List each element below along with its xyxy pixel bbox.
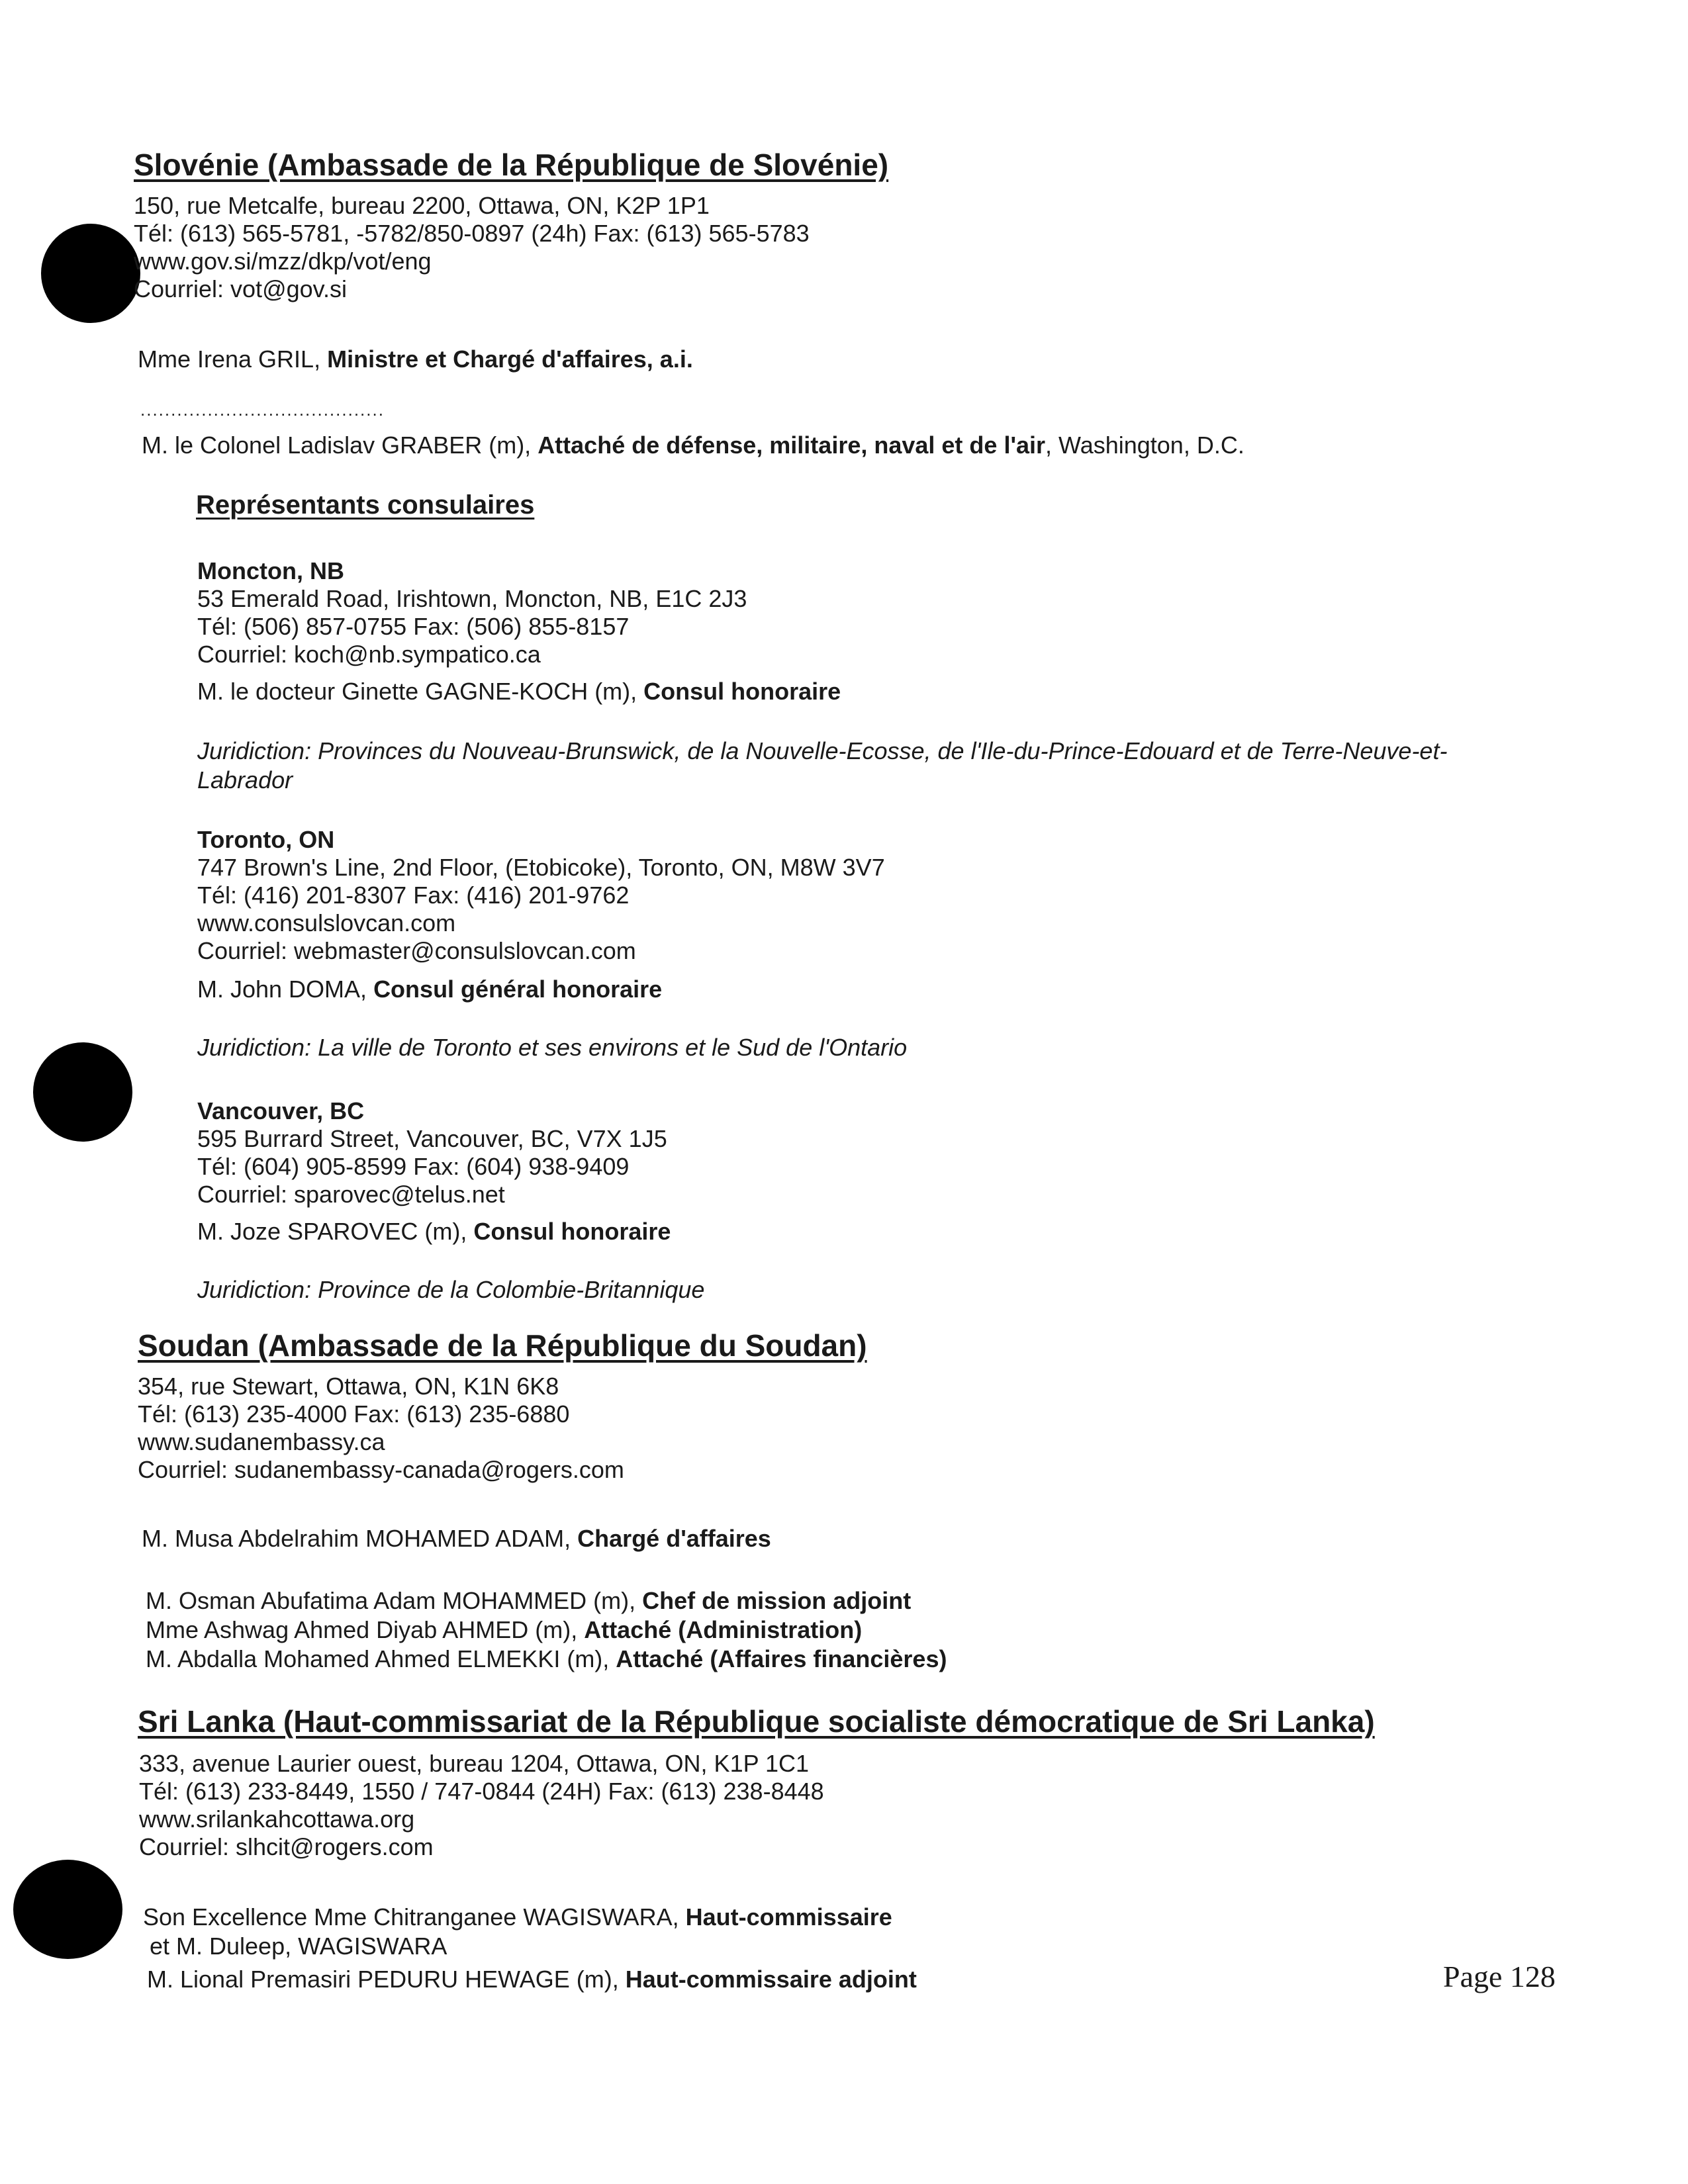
srilanka-phone: Tél: (613) 233-8449, 1550 / 747-0844 (24H) Fax: (613) 238-8448 — [139, 1778, 824, 1805]
consul-title: Consul général honoraire — [373, 976, 663, 1003]
consulate-city: Vancouver, BC — [197, 1097, 365, 1124]
jurisdiction-label: Juridiction: — [197, 737, 312, 764]
consulate-web: www.consulslovcan.com — [197, 909, 456, 936]
consulate-city: Toronto, ON — [197, 826, 335, 853]
punch-hole-top — [41, 224, 140, 323]
consul-line — [197, 678, 841, 705]
staff-name: M. Musa Abdelrahim MOHAMED ADAM, — [142, 1525, 578, 1552]
slovenia-web: www.gov.si/mzz/dkp/vot/eng — [134, 248, 432, 275]
jurisdiction-text: La ville de Toronto et ses environs et le Sud de l'Ontario — [311, 1034, 908, 1061]
consulate-phone: Tél: (506) 857-0755 Fax: (506) 855-8157 — [197, 613, 630, 640]
staff-title: Attaché (Affaires financières) — [616, 1645, 947, 1672]
srilanka-heading: Sri Lanka (Haut-commissariat de la République socialiste démocratique de Sri Lanka) — [138, 1704, 1375, 1739]
consulate-email: Courriel: webmaster@consulslovcan.com — [197, 937, 636, 964]
consulate-phone: Tél: (416) 201-8307 Fax: (416) 201-9762 — [197, 882, 630, 909]
sudan-email: Courriel: sudanembassy-canada@rogers.com — [138, 1456, 624, 1483]
consulate-address: 747 Brown's Line, 2nd Floor, (Etobicoke), Toronto, ON, M8W 3V7 — [197, 854, 885, 881]
jurisdiction — [197, 1034, 907, 1062]
jurisdiction-text: Province de la Colombie-Britannique — [311, 1276, 705, 1303]
consul-title: Consul honoraire — [473, 1218, 671, 1245]
consulate-email: Courriel: koch@nb.sympatico.ca — [197, 641, 541, 668]
jurisdiction-label: Juridiction: — [197, 1034, 312, 1061]
consular-heading: Représentants consulaires — [196, 490, 535, 520]
staff-spouse: et M. Duleep, WAGISWARA — [150, 1933, 447, 1960]
staff-title: Chargé d'affaires — [577, 1525, 771, 1552]
staff-title: Haut-commissaire adjoint — [625, 1966, 917, 1993]
staff-location: , Washington, D.C. — [1045, 432, 1244, 459]
staff-name: Mme Ashwag Ahmed Diyab AHMED (m), — [146, 1616, 585, 1643]
sudan-heading: Soudan (Ambassade de la République du Soudan) — [138, 1328, 867, 1363]
consul-line — [197, 1218, 671, 1246]
jurisdiction-text: Provinces du Nouveau-Brunswick, de la Nouvelle-Ecosse, de l'Ile-du-Prince-Edouard et de Terre-Neuve-et- — [311, 737, 1448, 764]
consulate-phone: Tél: (604) 905-8599 Fax: (604) 938-9409 — [197, 1153, 630, 1180]
staff-title: Attaché de défense, militaire, naval et de l'air — [538, 432, 1046, 459]
staff-line — [138, 345, 693, 373]
staff-line — [146, 1616, 862, 1644]
sudan-web: www.sudanembassy.ca — [138, 1428, 385, 1455]
staff-line — [146, 1587, 911, 1615]
sudan-address: 354, rue Stewart, Ottawa, ON, K1N 6K8 — [138, 1373, 559, 1400]
page-number: Page 128 — [1443, 1960, 1556, 1993]
staff-line — [142, 1525, 771, 1553]
punch-hole-bottom — [13, 1860, 122, 1959]
jurisdiction-label: Juridiction: — [197, 1276, 312, 1303]
consulate-email: Courriel: sparovec@telus.net — [197, 1181, 505, 1208]
staff-line — [142, 432, 1244, 459]
slovenia-phone: Tél: (613) 565-5781, -5782/850-0897 (24h) Fax: (613) 565-5783 — [134, 220, 810, 247]
staff-title: Attaché (Administration) — [584, 1616, 863, 1643]
srilanka-address: 333, avenue Laurier ouest, bureau 1204, Ottawa, ON, K1P 1C1 — [139, 1750, 809, 1777]
consul-name: M. le docteur Ginette GAGNE-KOCH (m), — [197, 678, 644, 705]
sudan-phone: Tél: (613) 235-4000 Fax: (613) 235-6880 — [138, 1400, 570, 1428]
punch-hole-middle — [33, 1042, 132, 1142]
staff-name: M. Lional Premasiri PEDURU HEWAGE (m), — [147, 1966, 626, 1993]
staff-line — [147, 1966, 917, 1993]
srilanka-web: www.srilankahcottawa.org — [139, 1805, 415, 1833]
consul-title: Consul honoraire — [643, 678, 841, 705]
consulate-address: 595 Burrard Street, Vancouver, BC, V7X 1J5 — [197, 1125, 667, 1152]
slovenia-email: Courriel: vot@gov.si — [134, 275, 347, 302]
dotted-separator: ........................................ — [140, 400, 385, 420]
staff-line — [146, 1645, 947, 1673]
consul-line — [197, 976, 662, 1003]
jurisdiction-continued: Labrador — [197, 766, 293, 794]
srilanka-email: Courriel: slhcit@rogers.com — [139, 1833, 434, 1860]
staff-name: Son Excellence Mme Chitranganee WAGISWARA, — [143, 1903, 686, 1931]
staff-name: M. Osman Abufatima Adam MOHAMMED (m), — [146, 1587, 643, 1614]
staff-line — [143, 1903, 892, 1931]
staff-name: M. le Colonel Ladislav GRABER (m), — [142, 432, 538, 459]
staff-title: Haut-commissaire — [685, 1903, 892, 1931]
consul-name: M. John DOMA, — [197, 976, 374, 1003]
consulate-city: Moncton, NB — [197, 557, 344, 584]
slovenia-address: 150, rue Metcalfe, bureau 2200, Ottawa, ON, K2P 1P1 — [134, 192, 710, 219]
staff-title: Chef de mission adjoint — [642, 1587, 912, 1614]
staff-title: Ministre et Chargé d'affaires, a.i. — [327, 345, 693, 373]
jurisdiction — [197, 737, 1447, 765]
slovenia-heading: Slovénie (Ambassade de la République de Slovénie) — [134, 148, 889, 182]
consul-name: M. Joze SPAROVEC (m), — [197, 1218, 474, 1245]
staff-name: Mme Irena GRIL, — [138, 345, 328, 373]
consulate-address: 53 Emerald Road, Irishtown, Moncton, NB, E1C 2J3 — [197, 585, 747, 612]
staff-name: M. Abdalla Mohamed Ahmed ELMEKKI (m), — [146, 1645, 616, 1672]
jurisdiction — [197, 1276, 704, 1304]
